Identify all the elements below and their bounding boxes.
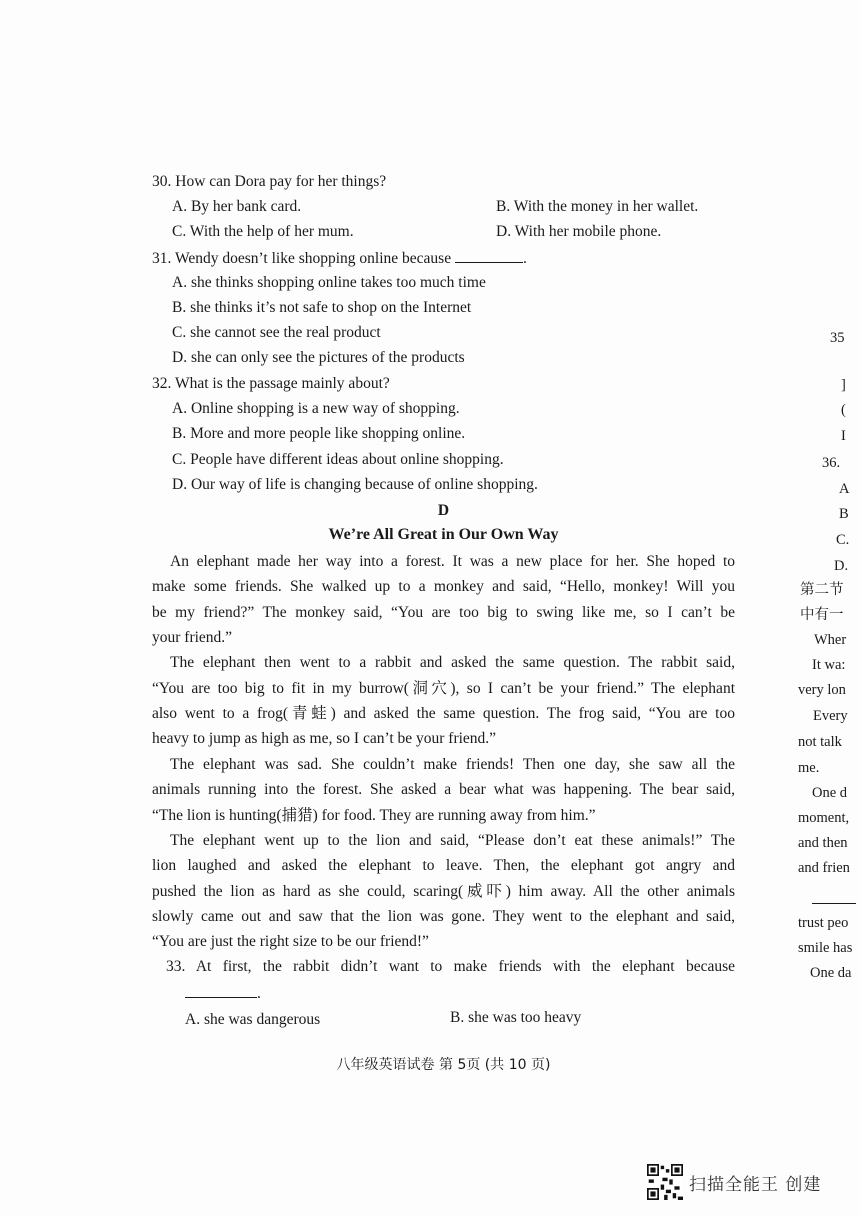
q33-stem: 33. At first, the rabbit didn’t want to make friends with the elephant because [166, 958, 735, 975]
q31-stem-row: 31. Wendy doesn’t like shopping online because . [152, 250, 527, 267]
edge-fragment: One d [812, 785, 848, 801]
q33-option-a: A. she was dangerous [185, 1011, 321, 1028]
q31-option-a: A. she thinks shopping online takes too much time [172, 274, 486, 291]
edge-fragment: very lon [798, 682, 846, 698]
edge-fragment: D. [834, 558, 849, 574]
q30-option-a: A. By her bank card. [172, 198, 302, 215]
passage-line: slowly came out and saw that the lion was gone. They went to the elephant and said, [152, 907, 735, 925]
edge-fragment: moment, [798, 810, 850, 826]
q30-option-d: D. With her mobile phone. [496, 223, 662, 240]
edge-fragment: ] [841, 377, 846, 393]
passage-line: animals running into the forest. She asked a bear what was happening. The bear said, [152, 781, 735, 799]
edge-fragment: 中有一 [800, 607, 844, 623]
edge-fragment: One da [810, 965, 852, 981]
passage-line: pushed the lion as hard as she could, scaring(威吓) him away. All the other animals [152, 882, 735, 900]
q32-option-b: B. More and more people like shopping online. [172, 425, 466, 442]
edge-fragment: I [841, 428, 846, 444]
passage-line: be my friend?” The monkey said, “You are too big to swing like me, so I can’t be [152, 603, 735, 621]
edge-fragment: and then [798, 835, 848, 851]
answer-blank [455, 248, 523, 263]
edge-fragment: Wher [814, 632, 847, 648]
edge-fragment: A [839, 481, 850, 497]
page-footer: 八年级英语试卷 第 5页 (共 10 页) [336, 1057, 551, 1073]
passage-line: make some friends. She walked up to a monkey and said, “Hello, monkey! Will you [152, 578, 735, 596]
q33-option-b: B. she was too heavy [450, 1009, 582, 1026]
edge-fragment: Every [813, 708, 848, 724]
passage-line: The elephant then went to a rabbit and asked the same question. The rabbit said, [170, 654, 735, 672]
q31-option-b: B. she thinks it’s not safe to shop on the Internet [172, 299, 472, 316]
passage-line: “The lion is hunting(捕猎) for food. They are running away from him.” [152, 806, 596, 824]
q33-blank-row: . [185, 983, 261, 1004]
passage-line: “You are too big to fit in my burrow(洞穴), so I can’t be your friend.” The elephant [152, 679, 735, 697]
passage-line: “You are just the right size to be our friend!” [152, 933, 429, 951]
passage-title: We’re All Great in Our Own Way [328, 526, 559, 543]
q32-stem: 32. What is the passage mainly about? [152, 375, 390, 392]
watermark-text: 扫描全能王 创建 [689, 1174, 822, 1195]
edge-fragment: ( [841, 402, 846, 418]
q32-option-d: D. Our way of life is changing because of online shopping. [172, 476, 538, 493]
edge-fragment: me. [798, 760, 820, 776]
answer-blank [185, 983, 257, 998]
edge-fragment: B [839, 506, 849, 522]
edge-fragment: trust peo [798, 915, 849, 931]
q32-option-c: C. People have different ideas about online shopping. [172, 451, 504, 468]
edge-fragment: C. [836, 532, 850, 548]
passage-line: The elephant was sad. She couldn’t make friends! Then one day, she saw all the [170, 755, 735, 773]
edge-fragment: 35 [830, 330, 845, 346]
passage-line: The elephant went up to the lion and said, “Please don’t eat these animals!” The [170, 831, 735, 849]
edge-fragment: not talk [798, 734, 842, 750]
passage-line: heavy to jump as high as me, so I can’t be your friend.” [152, 730, 497, 748]
adjacent-page-edge [796, 320, 860, 1000]
edge-fragment: and frien [798, 860, 850, 876]
q30-stem: 30. How can Dora pay for her things? [152, 173, 387, 190]
edge-fragment: It wa: [812, 657, 846, 673]
q32-option-a: A. Online shopping is a new way of shopping. [172, 400, 460, 417]
edge-fragment: 36. [822, 455, 841, 471]
q31-option-d: D. she can only see the pictures of the products [172, 349, 465, 366]
q31-option-c: C. she cannot see the real product [172, 324, 381, 341]
passage-line: An elephant made her way into a forest. It was a new place for her. She hoped to [170, 553, 735, 570]
q30-option-c: C. With the help of her mum. [172, 223, 354, 240]
passage-line: your friend.” [152, 629, 233, 647]
passage-line: lion laughed and asked the elephant to leave. Then, the elephant got angry and [152, 857, 735, 875]
q30-option-b: B. With the money in her wallet. [496, 198, 699, 215]
q31-stem: 31. Wendy doesn’t like shopping online because [152, 250, 452, 267]
edge-blank-line [812, 903, 856, 904]
qr-code-icon [647, 1164, 683, 1200]
edge-fragment: 第二节 [800, 582, 844, 598]
scanner-watermark [647, 1163, 821, 1201]
edge-fragment: smile has [798, 940, 853, 956]
section-letter: D [437, 502, 450, 519]
passage-line: also went to a frog(青蛙) and asked the same question. The frog said, “You are too [152, 705, 735, 723]
